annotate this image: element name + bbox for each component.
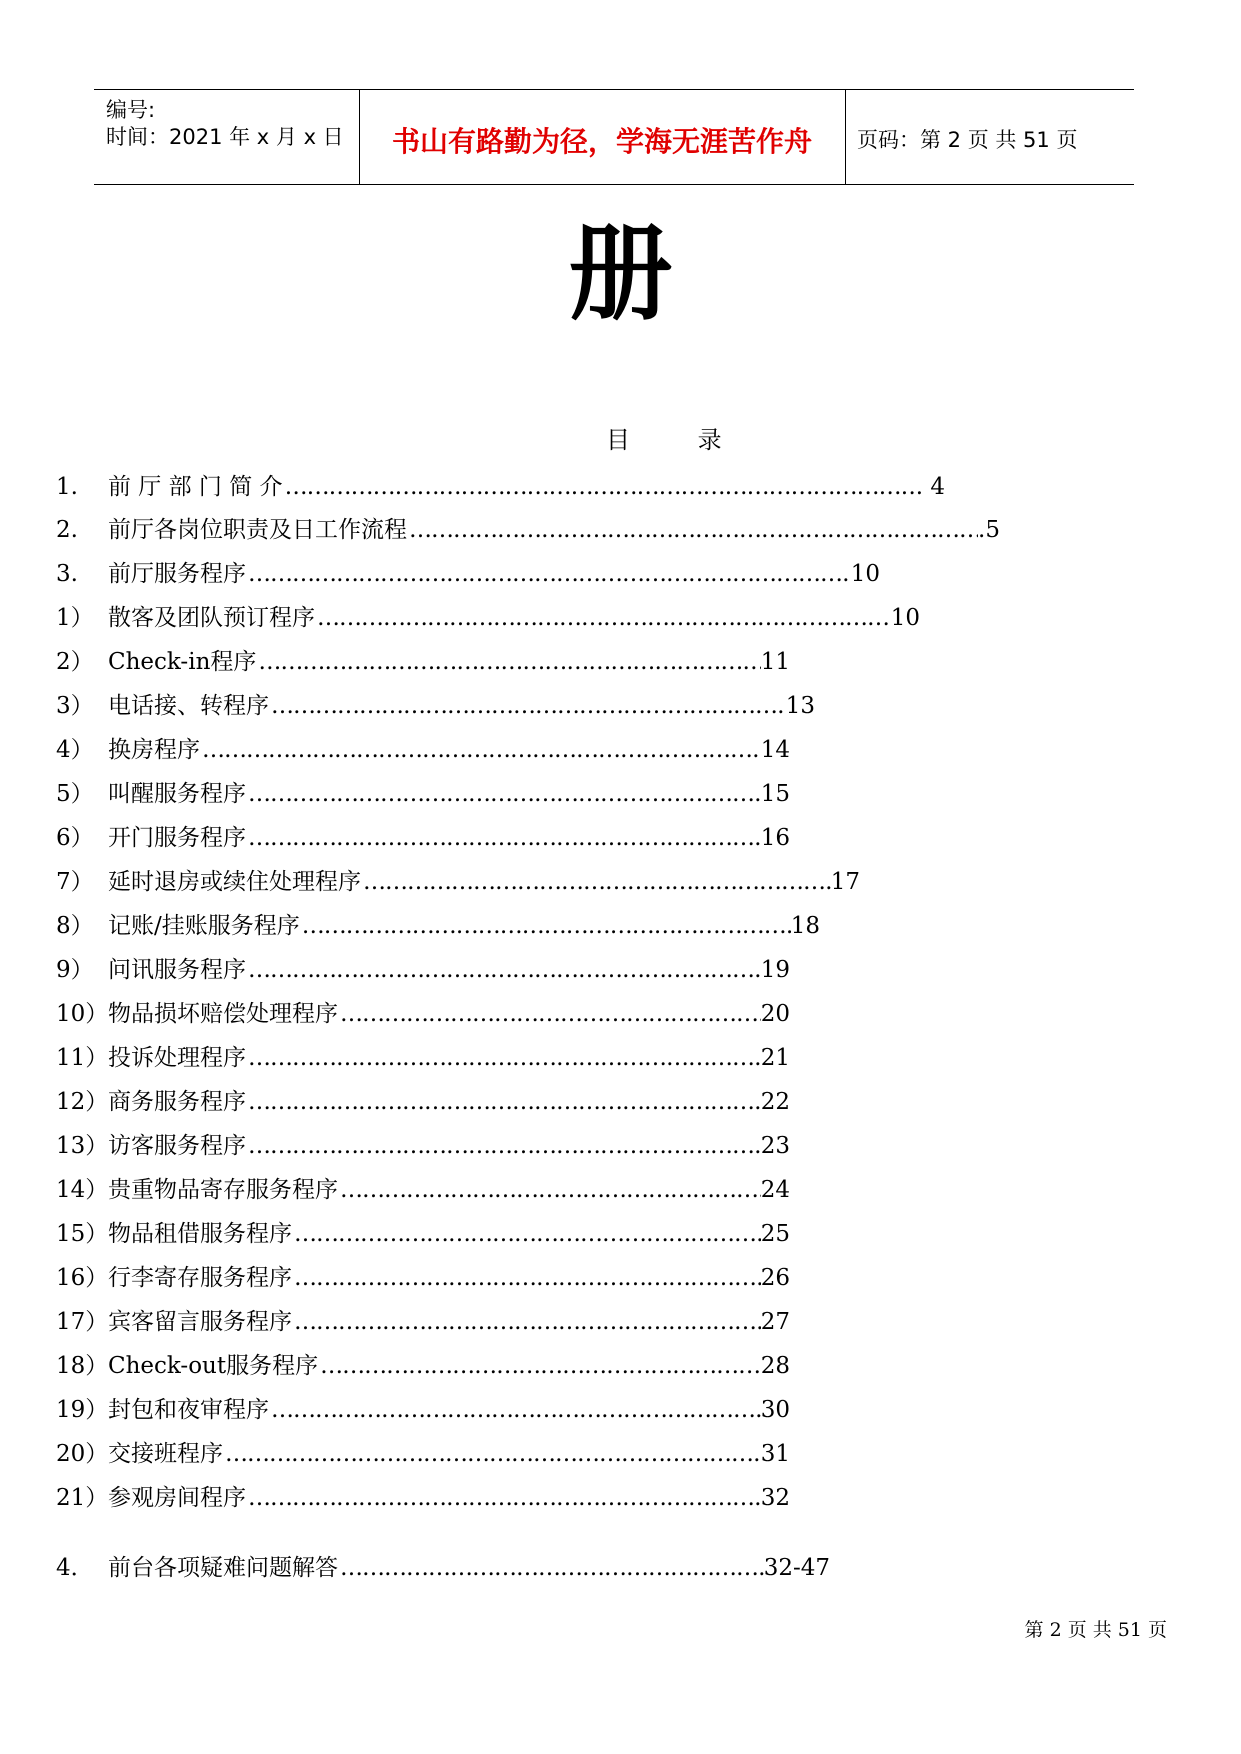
toc-entry-number: 21） — [56, 1485, 109, 1509]
toc-entry-number: 2. — [56, 517, 78, 541]
toc-entry[interactable] — [56, 643, 790, 673]
page-footer: 第 2 页 共 51 页 — [1024, 1619, 1167, 1641]
toc-entry-page: 15 — [760, 781, 790, 805]
toc-leader-dots — [283, 474, 916, 498]
toc-entry-title: 延时退房或续住处理程序 — [108, 869, 361, 893]
toc-entry-page: 21 — [760, 1045, 790, 1069]
toc-entry[interactable] — [56, 1303, 790, 1333]
toc-leader-dots — [246, 781, 761, 805]
toc-leader-dots — [246, 1045, 761, 1069]
date-label: 时间：2021 年 x 月 x 日 — [106, 125, 344, 149]
toc-leader-dots — [318, 1353, 761, 1377]
toc-entry-title: 参观房间程序 — [108, 1485, 246, 1509]
toc-entry-page: 10 — [850, 561, 880, 585]
toc-entry[interactable] — [56, 555, 880, 585]
toc-leader-dots — [246, 1133, 761, 1157]
toc-leader-dots — [246, 561, 851, 585]
toc-leader-dots — [338, 1001, 761, 1025]
toc-entry-title: 前厅服务程序 — [108, 561, 246, 585]
document-header — [94, 89, 1134, 185]
toc-entry-number: 14） — [56, 1177, 109, 1201]
toc-entry-number: 5） — [56, 781, 94, 805]
toc-leader-dots — [256, 649, 760, 673]
toc-entry-number: 11） — [56, 1045, 109, 1069]
toc-leader-dots — [292, 1265, 761, 1289]
toc-entry-number: 3. — [56, 561, 78, 585]
header-middle-cell — [359, 90, 846, 184]
toc-entry-number: 4） — [56, 737, 94, 761]
toc-entry-title: 前厅各岗位职责及日工作流程 — [108, 517, 407, 541]
toc-entry[interactable] — [56, 1039, 790, 1069]
toc-entry-page: 22 — [760, 1089, 790, 1113]
toc-leader-dots — [300, 913, 791, 937]
toc-leader-dots — [246, 825, 761, 849]
toc-leader-dots — [292, 1221, 761, 1245]
toc-leader-dots — [338, 1177, 761, 1201]
toc-entry-title: 散客及团队预订程序 — [108, 605, 315, 629]
toc-entry[interactable] — [56, 995, 790, 1025]
toc-entry[interactable] — [56, 775, 790, 805]
toc-entry-page: 31 — [760, 1441, 790, 1465]
toc-entry[interactable] — [56, 1479, 790, 1509]
page-title: 册 — [568, 213, 673, 335]
toc-leader-dots — [292, 1309, 761, 1333]
toc-entry-title: 访客服务程序 — [108, 1133, 246, 1157]
toc-entry-title: 电话接、转程序 — [108, 693, 269, 717]
toc-entry-page: 23 — [760, 1133, 790, 1157]
toc-entry[interactable] — [56, 1083, 790, 1113]
toc-entry-page: .5 — [978, 517, 1000, 541]
toc-entry-title: Check-out服务程序 — [108, 1353, 319, 1377]
toc-entry-page: 30 — [760, 1397, 790, 1421]
toc-leader-dots — [361, 869, 831, 893]
toc-entry-number: 8） — [56, 913, 94, 937]
toc-entry-number: 1） — [56, 605, 94, 629]
toc-entry[interactable] — [56, 1127, 790, 1157]
toc-leader-dots — [223, 1441, 761, 1465]
toc-entry-page: 17 — [830, 869, 860, 893]
toc-entry-page: 20 — [760, 1001, 790, 1025]
toc-entry-page: 24 — [760, 1177, 790, 1201]
toc-entry[interactable] — [56, 907, 820, 937]
toc-entry-page: 28 — [760, 1353, 790, 1377]
toc-entry[interactable] — [56, 731, 790, 761]
toc-entry-title: 交接班程序 — [108, 1441, 223, 1465]
toc-entry[interactable] — [56, 511, 1000, 541]
toc-entry-title: Check-in程序 — [108, 649, 257, 673]
toc-entry-number: 20） — [56, 1441, 109, 1465]
toc-entry-title: 前台各项疑难问题解答 — [108, 1555, 338, 1579]
header-right-cell — [845, 90, 1134, 184]
toc-entry-title: 前 厅 部 门 简 介 — [108, 474, 283, 498]
toc-entry[interactable] — [56, 819, 790, 849]
page-info: 页码：第 2 页 共 51 页 — [857, 128, 1078, 152]
motto: 书山有路勤为径，学海无涯苦作舟 — [391, 125, 812, 158]
toc-leader-dots — [269, 693, 786, 717]
toc-entry[interactable] — [56, 468, 945, 498]
toc-entry-page: 18 — [790, 913, 820, 937]
toc-leader-dots — [338, 1555, 764, 1579]
toc-entry-page: 14 — [760, 737, 790, 761]
toc-entry[interactable] — [56, 1549, 830, 1579]
toc-entry-number: 10） — [56, 1001, 109, 1025]
header-left-cell — [94, 90, 360, 184]
toc-entry-title: 物品损坏赔偿处理程序 — [108, 1001, 338, 1025]
toc-entry-number: 17） — [56, 1309, 109, 1333]
toc-entry-number: 18） — [56, 1353, 109, 1377]
toc-entry-title: 物品租借服务程序 — [108, 1221, 292, 1245]
toc-entry-title: 宾客留言服务程序 — [108, 1309, 292, 1333]
toc-entry-number: 3） — [56, 693, 94, 717]
toc-entry-title: 行李寄存服务程序 — [108, 1265, 292, 1289]
toc-leader-dots — [246, 1089, 761, 1113]
toc-entry[interactable] — [56, 599, 920, 629]
toc-leader-dots — [246, 1485, 761, 1509]
toc-entry[interactable] — [56, 687, 815, 717]
toc-entry-number: 12） — [56, 1089, 109, 1113]
toc-leader-dots — [407, 517, 978, 541]
toc-entry[interactable] — [56, 1171, 790, 1201]
toc-entry-number: 9） — [56, 957, 94, 981]
toc-entry-title: 封包和夜审程序 — [108, 1397, 269, 1421]
toc-entry-page: 11 — [760, 649, 790, 673]
toc-entry-number: 16） — [56, 1265, 109, 1289]
toc-entry-page: 32 — [760, 1485, 790, 1509]
toc-entry-page: 19 — [760, 957, 790, 981]
toc-entry-title: 商务服务程序 — [108, 1089, 246, 1113]
toc-entry-page: 27 — [760, 1309, 790, 1333]
toc-leader-dots — [200, 737, 761, 761]
toc-entry-page: 10 — [890, 605, 920, 629]
toc-entry-page: 16 — [760, 825, 790, 849]
toc-entry-title: 叫醒服务程序 — [108, 781, 246, 805]
toc-entry-page: 26 — [760, 1265, 790, 1289]
toc-heading: 目 录 — [606, 426, 752, 454]
toc-leader-dots — [269, 1397, 761, 1421]
toc-entry-page: 32-47 — [763, 1555, 830, 1579]
toc-entry-number: 19） — [56, 1397, 109, 1421]
toc-entry-page: . 4 — [915, 474, 945, 498]
toc-leader-dots — [246, 957, 761, 981]
toc-entry[interactable] — [56, 951, 790, 981]
toc-leader-dots — [315, 605, 891, 629]
toc-entry-page: 13 — [785, 693, 815, 717]
toc-entry[interactable] — [56, 1347, 790, 1377]
toc-entry[interactable] — [56, 1391, 790, 1421]
toc-entry-title: 贵重物品寄存服务程序 — [108, 1177, 338, 1201]
toc-entry-number: 1. — [56, 474, 78, 498]
toc-entry-number: 15） — [56, 1221, 109, 1245]
toc-entry-number: 6） — [56, 825, 94, 849]
toc-entry-title: 换房程序 — [108, 737, 200, 761]
toc-entry-number: 4． — [56, 1555, 94, 1579]
toc-entry-title: 问讯服务程序 — [108, 957, 246, 981]
toc-entry-title: 投诉处理程序 — [108, 1045, 246, 1069]
toc-entry-number: 2） — [56, 649, 94, 673]
toc-entry-title: 开门服务程序 — [108, 825, 246, 849]
toc-entry[interactable] — [56, 863, 860, 893]
number-label: 编号: — [106, 98, 156, 122]
toc-entry-number: 13） — [56, 1133, 109, 1157]
toc-entry-number: 7） — [56, 869, 94, 893]
toc-entry-page: 25 — [760, 1221, 790, 1245]
toc-entry[interactable] — [56, 1435, 790, 1465]
toc-entry[interactable] — [56, 1259, 790, 1289]
toc-entry-title: 记账/挂账服务程序 — [108, 913, 300, 937]
toc-entry[interactable] — [56, 1215, 790, 1245]
